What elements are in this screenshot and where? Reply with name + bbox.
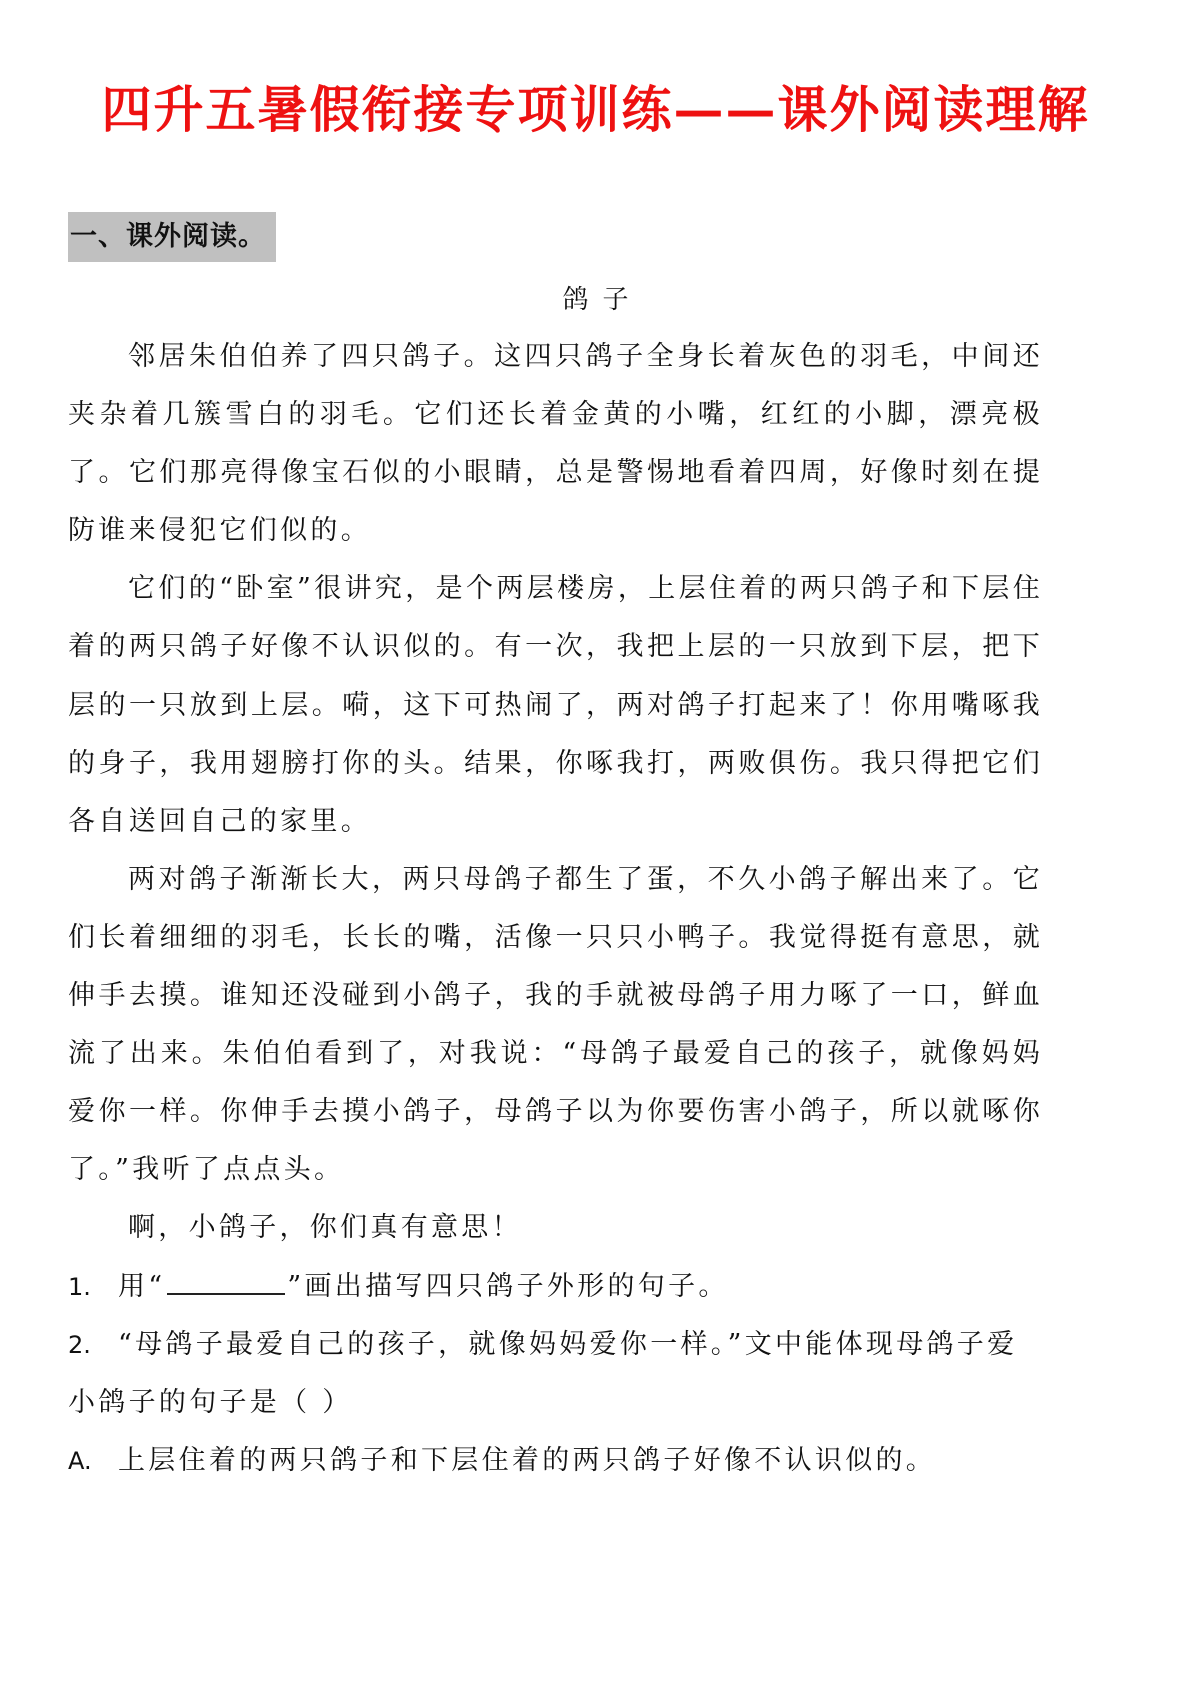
option-label: A. — [68, 1446, 92, 1475]
question-2 — [68, 1316, 1043, 1432]
paragraph-3: 两对鸽子渐渐长大，两只母鸽子都生了蛋，不久小鸽子解出来了。它们长着细细的羽毛，长长的嘴，活像一只只小鸭子。我觉得挺有意思，就伸手去摸。谁知还没碰到小鸽子，我的手就被母鸽子用力啄了一口，鲜血流了出来。朱伯伯看到了，对我说：“母鸽子最爱自己的孩子，就像妈妈爱你一样。你伸手去摸小鸽子，母鸽子以为你要伤害小鸽子，所以就啄你了。”我听了点点头。 — [68, 863, 1043, 1186]
paragraph-2: 它们的“卧室”很讲究，是个两层楼房，上层住着的两只鸽子和下层住着的两只鸽子好像不认识似的。有一次，我把上层的一只放到下层，把下层的一只放到上层。嗬，这下可热闹了，两对鸽子打起来了！你用嘴啄我的身子，我用翅膀打你的头。结果，你啄我打，两败俱伤。我只得把它们各自送回自己的家里。 — [68, 573, 1043, 837]
option-text: 上层住着的两只鸽子和下层住着的两只鸽子好像不认识似的。 — [118, 1444, 937, 1476]
underline-blank — [167, 1267, 285, 1295]
section-header: 一、课外阅读。 — [68, 212, 276, 262]
question-text-before: 用“ — [118, 1270, 166, 1302]
question-number: 1. — [68, 1272, 91, 1301]
question-1 — [68, 1258, 1043, 1316]
question-number: 2. — [68, 1330, 91, 1359]
question-text: “母鸽子最爱自己的孩子，就像妈妈爱你一样。”文中能体现母鸽子爱小鸽子的句子是（ ） — [68, 1328, 1018, 1418]
page-title: 四升五暑假衔接专项训练——课外阅读理解 — [101, 80, 1090, 139]
paragraph-4: 啊，小鸽子，你们真有意思！ — [128, 1212, 522, 1244]
paragraph-1: 邻居朱伯伯养了四只鸽子。这四只鸽子全身长着灰色的羽毛，中间还夹杂着几簇雪白的羽毛。它们还长着金黄的小嘴，红红的小脚，漂亮极了。它们那亮得像宝石似的小眼睛，总是警惕地看着四周，好像时刻在提防谁来侵犯它们似的。 — [68, 341, 1043, 547]
passage-body — [68, 328, 1043, 1490]
passage-title: 鸽子 — [562, 285, 643, 315]
question-text-after: ”画出描写四只鸽子外形的句子。 — [287, 1270, 729, 1302]
option-a — [68, 1432, 1043, 1490]
